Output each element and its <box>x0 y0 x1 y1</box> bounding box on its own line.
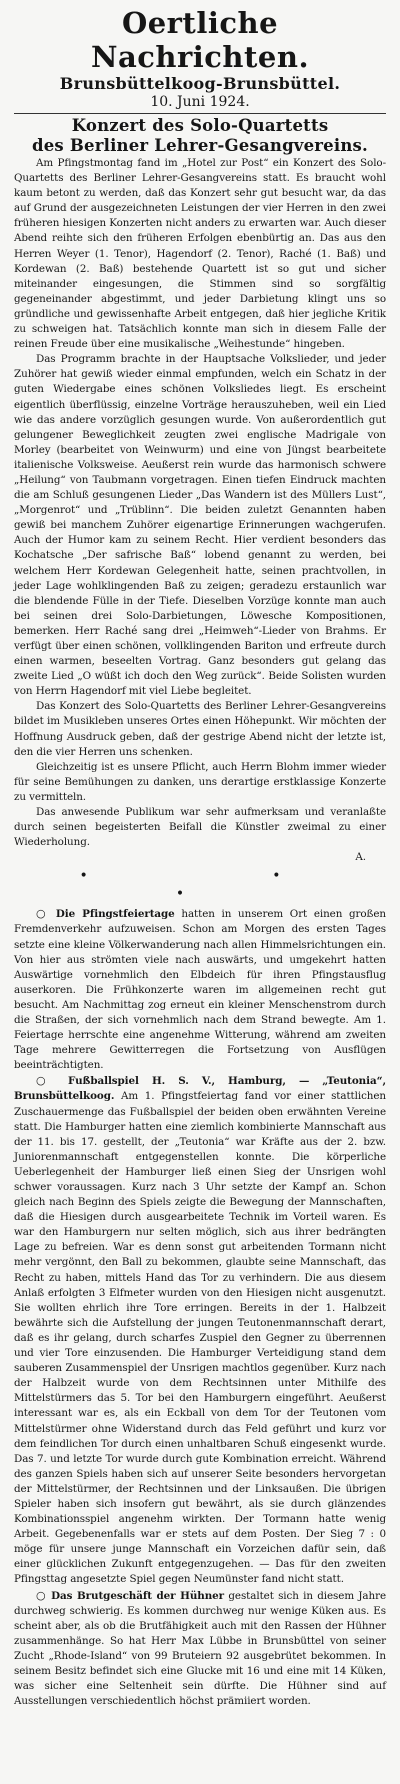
masthead <box>14 6 386 111</box>
issue-date: 10. Juni 1924. <box>150 94 250 110</box>
article-text: gestaltet sich in diesem Jahre durchweg schwierig. Es kommen durchweg nur wenige Küken aus. Es scheint aber, als ob die Brutfähigkeit auch mit den Rassen der Hühner zusammenhänge. So hat Herr Max Lübbe in Brunsbüttel von seiner Zucht „Rhode-Island“ von 99 Bruteiern 92 ausgebrütet bekommen. In seinem Besitz befindet sich eine Glucke mit 16 und eine mit 14 Küken, was sicher eine Seltenheit sein dürfte. Die Hühner sind auf Ausstellungen verschiedentlich höchst prämiiert worden. <box>14 1589 386 1708</box>
section-divider: • • • <box>79 868 371 903</box>
article-text: Am 1. Pfingstfeiertag fand vor einer stattlichen Zuschauermenge das Fußballspiel der beiden oben erwähnten Vereine statt. Die Hamburger hatten eine ziemlich kombinierte Mannschaft aus der 11. bis 17. gestellt, der „Teutonia“ war Kräfte aus der 2. bzw. Juniorenmannschaft entgegenstellen konnte. Die körperliche Ueberlegenheit der Hamburger ließ einen Sieg der Unsrigen wohl schwer voraussagen. Kurz nach 3 Uhr setzte der Kampf an. Schon gleich nach Beginn des Spiels zeigte die Bewegung der Mannschaften, daß die Hiesigen durch ausgearbeitete Technik im Vorteil waren. Es war den Hamburgern nur selten möglich, sich aus ihrer bedrängten Lage zu befreien. War es denn sonst gut arbeitenden Tormann nicht mehr vergönnt, den Ball zu bekommen, glaubte seine Mannschaft, das Recht zu haben, mittels Hand das Tor zu verhindern. Die aus diesem Anlaß erfolgten 3 Elfmeter wurden von den Hiesigen nicht ausgenutzt. Sie wollten ehrlich ihre Tore erringen. Bereits in der 1. Halbzeit bewährte sich die Aufstellung der jungen Teutonenmannschaft derart, daß es ihr gelang, durch scharfes Zuspiel den Gegner zu überrennen und vier Tore einzusenden. Die Hamburger Verteidigung stand dem sauberen Zusammenspiel der Unsrigen machtlos gegenüber. Kurz nach der Halbzeit wurde von dem Rechtsinnen unter Mithilfe des Mittelstürmers das 5. Tor bei den Hamburgern eingeführt. Aeußerst interessant war es, als ein Eckball von dem Tor der Teutonen vom Mittelstürmer ohne Widerstand durch das Feld geführt und kurz vor dem feindlichen Tor durch einen unhaltbaren Schuß eingesenkt wurde. Das 7. und letzte Tor wurde durch gute Kombination erreicht. Während des ganzen Spiels haben sich auf unserer Seite besonders hervorgetan der Mittelstürmer, der Rechtsinnen und der Linksaußen. Die übrigen Spieler haben sich insofern gut bewährt, als sie durch glänzendes Kombinationsspiel angenehm wirkten. Der Tormann hatte wenig Arbeit. Gegebenenfalls war er stets auf dem Posten. Der Sieg 7 : 0 möge für unsere junge Mannschaft ein Vorzeichen dafür sein, daß einer glücklichen Zukunft entgegenzugehen. — Das für den zweiten Pfingsttag angesetzte Spiel gegen Neumünster fand nicht statt. <box>14 1090 386 1586</box>
article-text: hatten in unserem Ort einen großen Fremdenverkehr aufzuweisen. Schon am Morgen des ersten Tages setzte eine kleine Völkerwanderung nach allen Himmelsrichtungen ein. Von hier aus strömten viele nach auswärts, und umgekehrt hatten Auswärtige vornehmlich den Elbdeich für ihren Pfingstausflug auserkoren. Die Frühkonzerte waren im allgemeinen recht gut besucht. Am Nachmittag zog erneut ein kleiner Menschenstrom durch die Straßen, der sich vornehmlich nach dem Strand bewegte. Am 1. Feiertage herrschte eine angenehme Witterung, während am zweiten Tage mehrere Gewitterregen die Fortsetzung von Ausflügen beeinträchtigten. <box>14 908 387 1072</box>
locality-line: Brunsbüttelkoog-Brunsbüttel. <box>59 74 341 93</box>
poultry-article <box>14 1588 386 1710</box>
article-lead: Die Pfingstfeiertage <box>55 908 175 921</box>
concert-headline-line2: des Berliner Lehrer-Gesangvereins. <box>32 136 368 155</box>
masthead-rule <box>14 113 386 114</box>
football-article <box>14 1073 386 1587</box>
article-paragraph: Das anwesende Publikum war sehr aufmerksam und veranlaßte durch seinen begeisterten Beifall die Künstler zweimal zu einer Wiederholung. <box>14 806 386 849</box>
concert-headline-line1: Konzert des Solo-Quartetts <box>71 116 329 135</box>
concert-headline <box>14 116 386 156</box>
article-paragraph: Am Pfingstmontag fand im „Hotel zur Post“ ein Konzert des Solo-Quartetts des Berliner Lehrer-Gesangvereins statt. Es braucht wohl kaum betont zu werden, daß das Konzert sehr gut besucht war, da das auf Grund der ausgezeichneten Leistungen der vier Herren in den zwei früheren hiesigen Konzerten nicht anders zu erwarten war. Auch dieser Abend reihte sich den früheren Erfolgen ebenbürtig an. Das aus den Herren Weyer (1. Tenor), Hagendorf (2. Tenor), Raché (1. Baß) und Kordewan (2. Baß) bestehende Quartett ist so gut und sicher miteinander eingesungen, die Stimmen sind so sorgfältig gegeneinander abgestimmt, und jeder Darbietung klingt uns so gründliche und gewissenhafte Arbeit entgegen, daß hier jegliche Kritik zu schweigen hat. Tatsächlich konnte man sich in diesem Falle der reinen Freude über eine musikalische „Weihestunde“ hingeben. <box>14 157 386 351</box>
article-paragraph <box>14 1588 386 1710</box>
article-lead: Fußballspiel H. S. V., Hamburg, — „Teutonia“, Brunsbüttelkoog. <box>14 1075 386 1103</box>
section-title: Oertliche Nachrichten. <box>90 6 310 74</box>
article-paragraph <box>14 906 386 1073</box>
concert-article <box>14 156 386 865</box>
circle-bullet-icon: ○ <box>36 1588 52 1602</box>
circle-bullet-icon: ○ <box>36 1074 69 1088</box>
article-paragraph: Das Programm brachte in der Hauptsache Volkslieder, und jeder Zuhörer hat gewiß wieder einmal empfunden, welch ein Schatz in der guten Wiedergabe eines schönen Volksliedes liegt. Es erscheint eigentlich überflüssig, einzelne Vorträge herauszuheben, weil ein Lied wie das andere vorzüglich gesungen wurde. Von außerordentlich gut gelungener Beweglichkeit zeugten zwei englische Madrigale von Morley (bearbeitet von Weinwurm) und eine von Jüngst bearbeitete italienische Volksweise. Aeußerst rein wurde das harmonisch schwere „Heilung“ von Taubmann vorgetragen. Einen tiefen Eindruck machten die am Schluß gesungenen Lieder „Das Wandern ist des Müllers Lust“, „Morgenrot“ und „Trüblinn“. Die beiden zuletzt Genannten haben gewiß bei manchem Zuhörer eigenartige Erinnerungen wachgerufen. Auch der Humor kam zu seinem Recht. Hier verdient besonders das Kochatsche „Der safrische Baß“ lobend genannt zu werden, bei welchem Herr Kordewan Gelegenheit hatte, seinen prachtvollen, in jeder Lage wohlklingenden Baß zu zeigen; geradezu erstaunlich war die blendende Fülle in der Tiefe. Dieselben Vorzüge konnte man auch bei seinen drei Solo-Darbietungen, Löwesche Kompositionen, bemerken. Herr Raché sang drei „Heimweh“-Lieder von Brahms. Er verfügt über einen schönen, vollklingenden Bariton und erfreute durch einen warmen, beseelten Vortrag. Ganz besonders gut gelang das zweite Lied „O wüßt ich doch den Weg zurück“. Beide Solisten wurden von Herrn Hagendorf mit viel Liebe begleitet. <box>14 353 386 698</box>
article-lead: Das Brutgeschäft der Hühner <box>51 1589 225 1602</box>
author-signature: A. <box>355 851 366 864</box>
pentecost-article <box>14 906 386 1073</box>
article-paragraph: Gleichzeitig ist es unsere Pflicht, auch Herrn Blohm immer wieder für seine Bemühungen zu danken, uns derartige erstklassige Konzerte zu vermitteln. <box>14 760 386 803</box>
circle-bullet-icon: ○ <box>36 907 56 921</box>
article-paragraph: Das Konzert des Solo-Quartetts des Berliner Lehrer-Gesangvereins bildet im Musikleben unseres Ortes einen Höhepunkt. Wir möchten der Hoffnung Ausdruck geben, daß der gestrige Abend nicht der letzte ist, den die vier Herren uns schenken. <box>14 700 386 758</box>
article-paragraph <box>14 1073 386 1587</box>
